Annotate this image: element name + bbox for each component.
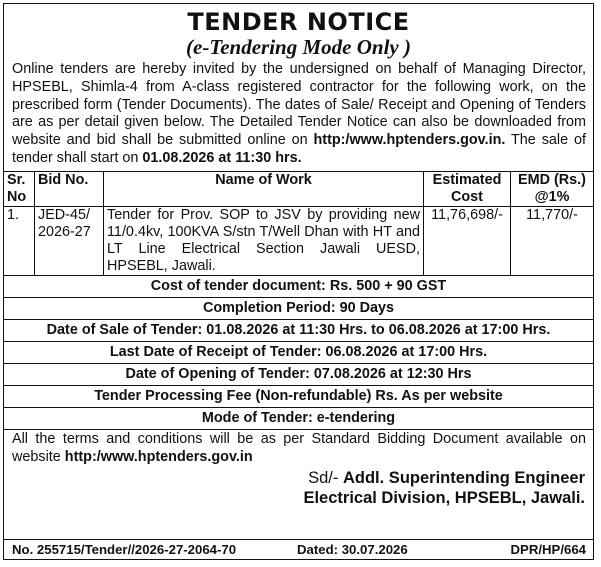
intro-text: Online tenders are hereby invited by the undersigned on behalf of Managing Director, HPSEBL, Shimla-4 from A-class registered contractor for the following work, on the prescribed form (Tender Documents). The dates of Sale/ Receipt and Opening of Tenders are as per detail given below. The Detailed Tender Notice can also be downloaded from website and bid shall be submitted online on bbox=[12, 61, 586, 149]
reference-number: No. 255715/Tender//2026-27-2064-70 bbox=[12, 542, 237, 557]
info-processing-fee: Tender Processing Fee (Non-refundable) Rs. As per website bbox=[4, 385, 593, 407]
header-emd: EMD (Rs.) @1% bbox=[511, 171, 594, 206]
signature-prefix: Sd/- bbox=[308, 469, 343, 488]
publication-code: DPR/HP/664 bbox=[510, 542, 586, 557]
terms-website: http:/www.hptenders.gov.in bbox=[64, 448, 253, 465]
signature-line-1 bbox=[4, 468, 585, 488]
intro-paragraph bbox=[12, 61, 586, 168]
cell-emd: 11,770/- bbox=[511, 206, 594, 275]
header-name-of-work: Name of Work bbox=[104, 171, 424, 206]
intro-sale-text: The sale of tender shall start on bbox=[12, 132, 586, 166]
works-table bbox=[4, 171, 593, 430]
notice-date: Dated: 30.07.2026 bbox=[297, 542, 408, 557]
header-estimated-cost: Estimated Cost bbox=[424, 171, 511, 206]
info-row-receipt-date bbox=[4, 341, 593, 363]
info-row-sale-date bbox=[4, 319, 593, 341]
info-row-opening-date bbox=[4, 363, 593, 385]
info-opening-date: Date of Opening of Tender: 07.08.2026 at 12:30 Hrs bbox=[4, 363, 593, 385]
terms-text: All the terms and conditions will be as per Standard Bidding Document available on website bbox=[12, 430, 586, 465]
info-sale-date: Date of Sale of Tender: 01.08.2026 at 11:30 Hrs. to 06.08.2026 at 17:00 Hrs. bbox=[4, 319, 593, 341]
info-row-document-cost bbox=[4, 275, 593, 297]
table-header-row bbox=[4, 171, 593, 206]
info-receipt-date: Last Date of Receipt of Tender: 06.08.2026 at 17:00 Hrs. bbox=[4, 341, 593, 363]
header-sr-no: Sr. No bbox=[4, 171, 35, 206]
info-row-processing-fee bbox=[4, 385, 593, 407]
table-row bbox=[4, 206, 593, 275]
cell-bid-no: JED-45/ 2026-27 bbox=[35, 206, 104, 275]
signature-designation: Addl. Superintending Engineer bbox=[342, 469, 585, 488]
intro-website: http:/www.hptenders.gov.in. bbox=[313, 132, 506, 149]
notice-subtitle: (e-Tendering Mode Only ) bbox=[186, 35, 411, 59]
cell-sr-no: 1. bbox=[4, 206, 35, 275]
info-document-cost: Cost of tender document: Rs. 500 + 90 GST bbox=[4, 275, 593, 297]
info-completion-period: Completion Period: 90 Days bbox=[4, 297, 593, 319]
header-bid-no: Bid No. bbox=[35, 171, 104, 206]
signature-office: Electrical Division, HPSEBL, Jawali. bbox=[303, 489, 585, 508]
intro-sale-datetime: 01.08.2026 at 11:30 hrs. bbox=[142, 149, 302, 166]
cell-name-of-work: Tender for Prov. SOP to JSV by providing new 11/0.4kv, 100KVA S/stn T/Well Dhan with HT and LT Line Electrical Section Jawali UESD, HPSEBL, Jawali. bbox=[104, 206, 424, 275]
signature-block bbox=[4, 468, 585, 508]
footer-bar bbox=[4, 539, 593, 559]
info-row-completion-period bbox=[4, 297, 593, 319]
info-tender-mode: Mode of Tender: e-tendering bbox=[4, 407, 593, 429]
notice-title: TENDER NOTICE bbox=[187, 8, 410, 36]
info-row-tender-mode bbox=[4, 407, 593, 429]
cell-estimated-cost: 11,76,698/- bbox=[424, 206, 511, 275]
tender-notice bbox=[3, 3, 594, 560]
terms-paragraph bbox=[12, 431, 586, 467]
